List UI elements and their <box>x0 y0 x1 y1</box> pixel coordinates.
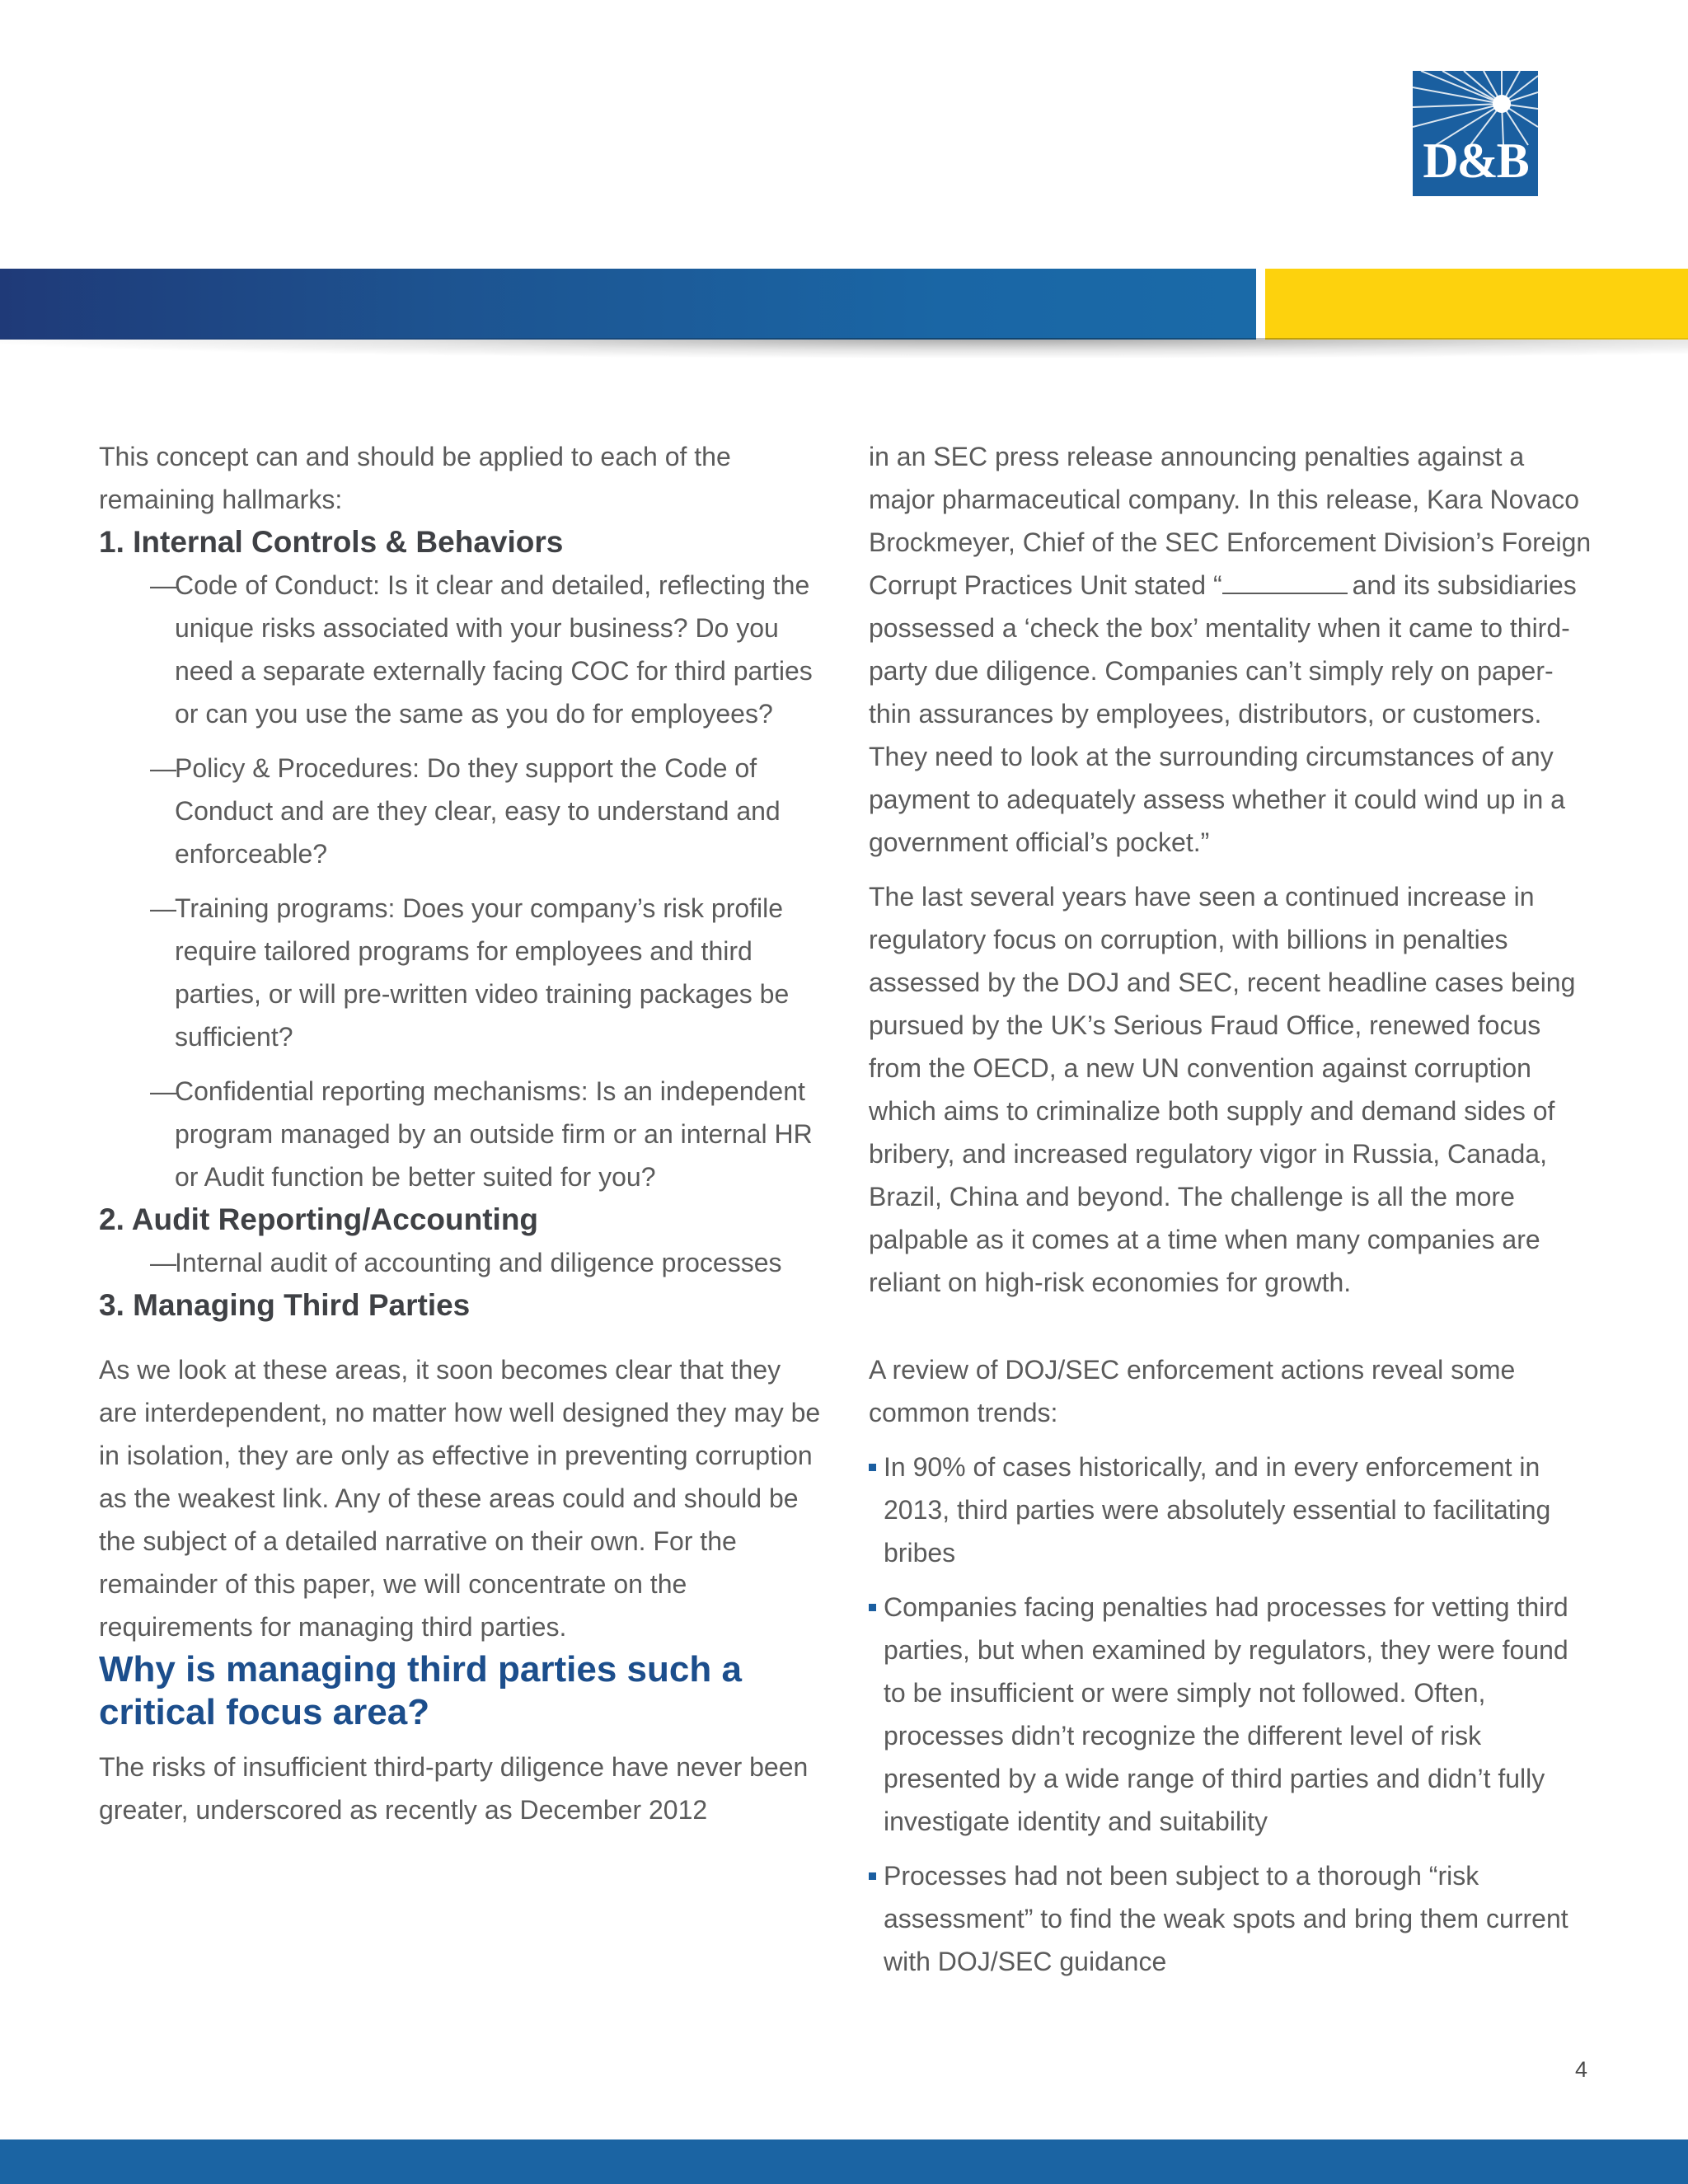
bullet-text: In 90% of cases historically, and in every enforcement in 2013, third parties were absolutely essential to facilitating bribes <box>884 1452 1551 1568</box>
dash-icon: — <box>150 1248 176 1277</box>
redacted-blank <box>1222 568 1348 594</box>
list-item-text: Confidential reporting mechanisms: Is an independent program managed by an outside firm or an internal HR or Audit function be better suited for you? <box>175 1076 813 1192</box>
header-band-shadow <box>0 338 1688 358</box>
dash-icon: — <box>150 753 176 783</box>
logo-text: D&B <box>1423 134 1528 188</box>
footer-bar <box>0 2139 1688 2184</box>
list-item <box>99 887 824 1058</box>
header-band-yellow <box>1265 269 1688 340</box>
list-item-text: Code of Conduct: Is it clear and detailed, reflecting the unique risks associated with your business? Do you need a separate externally facing COC for third parties or can you use the same as you do for employees? <box>175 570 813 729</box>
list-item-text: Internal audit of accounting and diligence processes <box>175 1248 782 1277</box>
heading-managing-third-parties: 3. Managing Third Parties <box>99 1288 471 1322</box>
list-item-text: Training programs: Does your company’s risk profile require tailored programs for employees and third parties, or will pre-written video training packages be sufficient? <box>175 893 790 1052</box>
page-number: 4 <box>1574 2057 1587 2082</box>
bullet-item <box>869 1446 1594 1574</box>
body-paragraph: The last several years have seen a continued increase in regulatory focus on corruption, with billions in penalties assessed by the DOJ and SEC, recent headline cases being pursued by the UK’s Serious Fraud Office, renewed focus from the OECD, a new UN convention against corruption which aims to criminalize both supply and demand sides of bribery, and increased regulatory vigor in Russia, Canada, Brazil, China and beyond. The challenge is all the more palpable as it comes at a time when many companies are reliant on high-risk economies for growth. <box>869 882 1576 1297</box>
quote-text-start: in an SEC press release announcing penalties against a major pharmaceutical company. In this release, Kara Novaco Brockmeyer, Chief of the SEC Enforcement Division’s Foreign Corrupt Practices Unit stated “ <box>869 442 1592 600</box>
left-column <box>99 435 824 1831</box>
body-paragraph: A review of DOJ/SEC enforcement actions reveal some common trends: <box>869 1355 1516 1427</box>
dash-icon: — <box>150 1076 176 1106</box>
bullet-item <box>869 1586 1594 1843</box>
section-heading: Why is managing third parties such a critical focus area? <box>99 1649 742 1732</box>
square-bullet-icon <box>869 1872 876 1880</box>
list-item <box>99 747 824 875</box>
quote-paragraph <box>869 435 1594 864</box>
bullet-text: Processes had not been subject to a thorough “risk assessment” to find the weak spots and bring them current with DOJ/SEC guidance <box>884 1861 1568 1976</box>
list-item <box>99 564 824 735</box>
body-paragraph: As we look at these areas, it soon becomes clear that they are interdependent, no matter how well designed they may be in isolation, they are only as effective in preventing corruption as the weakest link. Any of these areas could and should be the subject of a detailed narrative on their own. For the remainder of this paper, we will concentrate on the requirements for managing third parties. <box>99 1355 821 1642</box>
body-paragraph: The risks of insufficient third-party diligence have never been greater, underscored as recently as December 2012 <box>99 1752 809 1825</box>
heading-internal-controls: 1. Internal Controls & Behaviors <box>99 525 564 559</box>
right-column <box>869 435 1594 1983</box>
square-bullet-icon <box>869 1464 876 1471</box>
bullet-item <box>869 1854 1594 1983</box>
square-bullet-icon <box>869 1604 876 1611</box>
bullet-text: Companies facing penalties had processes for vetting third parties, but when examined by regulators, they were found to be insufficient or were simply not followed. Often, processes didn’t recognize the different level of risk presented by a wide range of third parties and didn’t fully investigate identity and suitability <box>884 1592 1568 1836</box>
list-item <box>99 1241 824 1284</box>
db-logo <box>1413 71 1538 196</box>
intro-paragraph: This concept can and should be applied to each of the remaining hallmarks: <box>99 442 731 514</box>
list-item <box>99 1070 824 1198</box>
list-item-text: Policy & Procedures: Do they support the Code of Conduct and are they clear, easy to understand and enforceable? <box>175 753 781 869</box>
heading-audit-reporting: 2. Audit Reporting/Accounting <box>99 1202 539 1236</box>
quote-text-end: and its subsidiaries possessed a ‘check the box’ mentality when it came to third-party due diligence. Companies can’t simply rely on paper-thin assurances by employees, distributors, or customers. They need to look at the surrounding circumstances of any payment to adequately assess whether it could wind up in a government official’s pocket.” <box>869 570 1577 857</box>
header-band-blue <box>0 269 1256 340</box>
dash-icon: — <box>150 893 176 923</box>
dash-icon: — <box>150 570 176 600</box>
